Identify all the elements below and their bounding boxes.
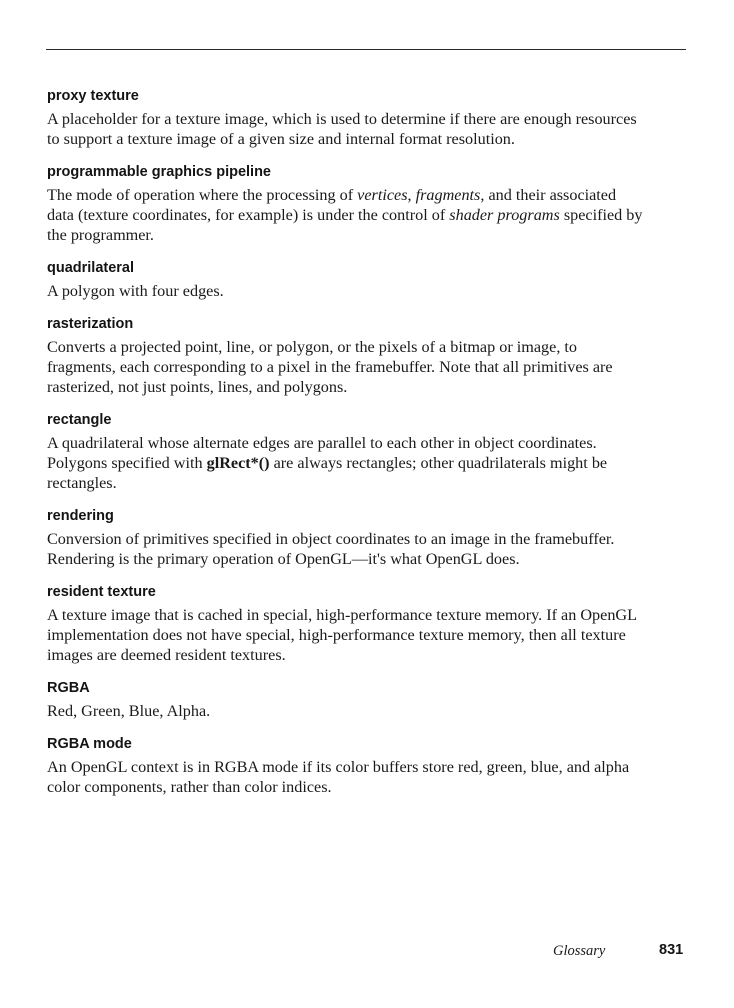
definition-text: Conversion of primitives specified in object coordinates to an image in the framebuffer. Rendering is the primary operation of OpenGL—it's what OpenGL does.	[47, 530, 615, 568]
glossary-definition	[47, 757, 647, 797]
glossary-definition	[47, 529, 647, 569]
glossary-term: rectangle	[47, 412, 112, 428]
definition-text: The mode of operation where the processing of	[47, 186, 358, 204]
glossary-entries	[47, 86, 647, 810]
glossary-term: quadrilateral	[47, 260, 135, 276]
glossary-term: RGBA	[47, 680, 90, 696]
glossary-term: rasterization	[47, 316, 134, 332]
glossary-term: proxy texture	[47, 88, 139, 104]
glossary-definition	[47, 605, 647, 665]
glossary-entry	[47, 410, 647, 493]
glossary-entry	[47, 258, 647, 301]
glossary-definition	[47, 701, 647, 721]
glossary-entry	[47, 314, 647, 397]
definition-text: A placeholder for a texture image, which is used to determine if there are enough resources to support a texture image of a given size and internal format resolution.	[47, 110, 637, 148]
glossary-term: RGBA mode	[47, 736, 132, 752]
glossary-entry	[47, 86, 647, 149]
glossary-definition	[47, 185, 647, 245]
emphasized-term: fragments	[415, 186, 481, 204]
glossary-entry	[47, 162, 647, 245]
definition-text: , and their associated data (texture coordinates, for example) is under the control of	[47, 186, 617, 224]
function-name: glRect*()	[206, 454, 270, 472]
definition-text: A quadrilateral whose alternate edges are parallel to each other in object coordinates. Polygons specified with	[47, 434, 597, 472]
emphasized-term: shader programs	[449, 206, 560, 224]
glossary-entry	[47, 734, 647, 797]
glossary-definition	[47, 337, 647, 397]
footer-section-label: Glossary	[553, 943, 606, 959]
glossary-entry	[47, 582, 647, 665]
glossary-definition	[47, 281, 647, 301]
definition-text: specified by the programmer.	[47, 206, 643, 244]
page-number: 831	[659, 942, 684, 958]
definition-text: An OpenGL context is in RGBA mode if its color buffers store red, green, blue, and alpha color components, rather than color indices.	[47, 758, 630, 796]
glossary-term: resident texture	[47, 584, 156, 600]
glossary-entry	[47, 678, 647, 721]
definition-text: ,	[407, 186, 416, 204]
definition-text: Red, Green, Blue, Alpha.	[47, 702, 211, 720]
emphasized-term: vertices	[357, 186, 408, 204]
header-rule	[46, 49, 686, 50]
glossary-term: rendering	[47, 508, 114, 524]
glossary-term: programmable graphics pipeline	[47, 164, 271, 180]
glossary-definition	[47, 433, 647, 493]
glossary-definition	[47, 109, 647, 149]
definition-text: A polygon with four edges.	[47, 282, 224, 300]
glossary-entry	[47, 506, 647, 569]
definition-text: are always rectangles; other quadrilaterals might be rectangles.	[47, 454, 608, 492]
definition-text: A texture image that is cached in special, high-performance texture memory. If an OpenGL implementation does not have special, high-performance texture memory, then all texture images are deemed resident textures.	[47, 606, 637, 664]
definition-text: Converts a projected point, line, or polygon, or the pixels of a bitmap or image, to fragments, each corresponding to a pixel in the framebuffer. Note that all primitives are rasterized, not just points, lines, and polygons.	[47, 338, 613, 396]
